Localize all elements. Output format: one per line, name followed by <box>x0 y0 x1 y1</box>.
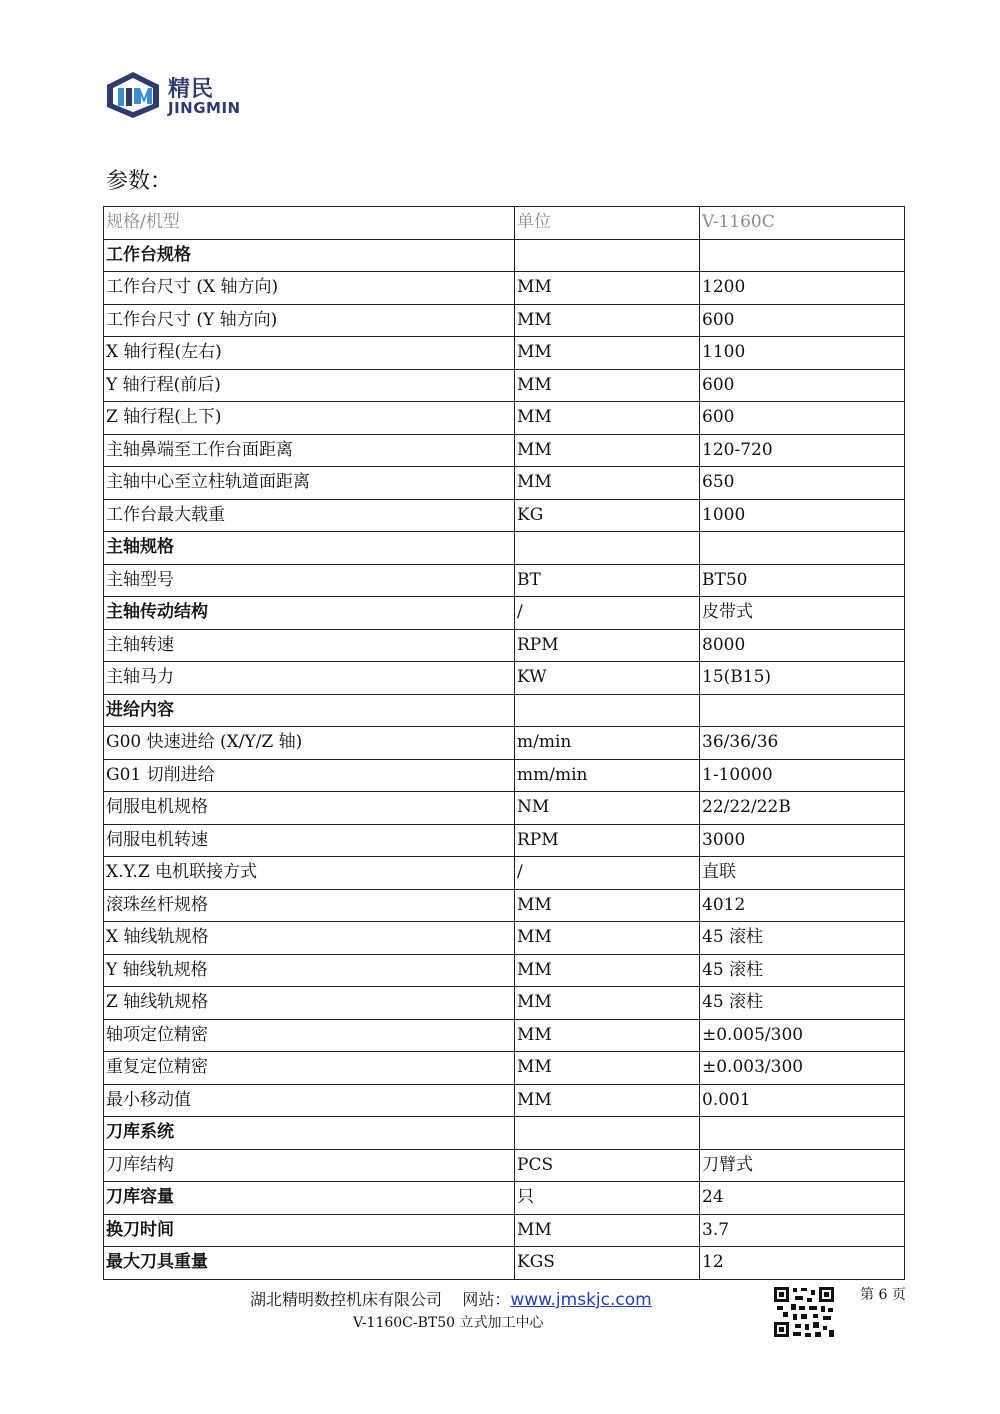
cell-unit: / <box>515 597 700 630</box>
cell-unit: MM <box>515 987 700 1020</box>
cell-unit <box>515 532 700 565</box>
cell-value: 45 滚柱 <box>700 922 905 955</box>
cell-value: 15(B15) <box>700 662 905 695</box>
company-logo <box>104 70 264 122</box>
cell-name: Y 轴行程(前后) <box>104 369 515 402</box>
table-row <box>104 759 905 792</box>
table-row <box>104 1149 905 1182</box>
cell-name: 工作台规格 <box>104 239 515 272</box>
cell-unit: KGS <box>515 1247 700 1280</box>
cell-value: 1100 <box>700 337 905 370</box>
cell-name: 主轴鼻端至工作台面距离 <box>104 434 515 467</box>
cell-unit: MM <box>515 922 700 955</box>
cell-name: X 轴行程(左右) <box>104 337 515 370</box>
table-row <box>104 337 905 370</box>
table-row <box>104 824 905 857</box>
cell-value: 22/22/22B <box>700 792 905 825</box>
cell-unit: KW <box>515 662 700 695</box>
cell-value: 24 <box>700 1182 905 1215</box>
cell-name: 主轴转速 <box>104 629 515 662</box>
cell-name: Y 轴线轨规格 <box>104 954 515 987</box>
table-row <box>104 1019 905 1052</box>
cell-name: 刀库系统 <box>104 1117 515 1150</box>
cell-unit: mm/min <box>515 759 700 792</box>
cell-unit: MM <box>515 1214 700 1247</box>
cell-unit: MM <box>515 467 700 500</box>
footer-model: V-1160C-BT50 立式加工中心 <box>353 1315 544 1331</box>
cell-value: ±0.005/300 <box>700 1019 905 1052</box>
cell-value: 4012 <box>700 889 905 922</box>
table-row <box>104 1084 905 1117</box>
cell-value <box>700 694 905 727</box>
page-number <box>860 1284 906 1304</box>
cell-name: 工作台尺寸 (Y 轴方向) <box>104 304 515 337</box>
cell-name: 伺服电机规格 <box>104 792 515 825</box>
cell-value: 600 <box>700 369 905 402</box>
cell-unit: NM <box>515 792 700 825</box>
cell-name: 轴项定位精密 <box>104 1019 515 1052</box>
table-row <box>104 304 905 337</box>
cell-unit: MM <box>515 954 700 987</box>
table-row <box>104 402 905 435</box>
table-row <box>104 564 905 597</box>
cell-name: 换刀时间 <box>104 1214 515 1247</box>
table-row <box>104 889 905 922</box>
cell-name: 主轴规格 <box>104 532 515 565</box>
cell-value: 45 滚柱 <box>700 987 905 1020</box>
cell-value: BT50 <box>700 564 905 597</box>
header-model: V-1160C <box>700 207 905 240</box>
cell-name: 工作台最大载重 <box>104 499 515 532</box>
cell-unit: MM <box>515 304 700 337</box>
table-row <box>104 1214 905 1247</box>
cell-unit: MM <box>515 272 700 305</box>
cell-value: 1-10000 <box>700 759 905 792</box>
logo-english-text: JINGMIN <box>168 99 241 117</box>
spec-table <box>103 206 905 1280</box>
table-row <box>104 629 905 662</box>
cell-name: Z 轴线轨规格 <box>104 987 515 1020</box>
cell-name: 滚珠丝杆规格 <box>104 889 515 922</box>
cell-unit: MM <box>515 337 700 370</box>
cell-unit: MM <box>515 1019 700 1052</box>
cell-unit: RPM <box>515 629 700 662</box>
table-row <box>104 727 905 760</box>
cell-value: 直联 <box>700 857 905 890</box>
page-number-value: 6 <box>878 1287 888 1303</box>
cell-name: G01 切削进给 <box>104 759 515 792</box>
footer-company-name: 湖北精明数控机床有限公司 <box>250 1290 443 1309</box>
cell-name: 刀库结构 <box>104 1149 515 1182</box>
table-row <box>104 1052 905 1085</box>
table-group-row <box>104 239 905 272</box>
cell-name: 工作台尺寸 (X 轴方向) <box>104 272 515 305</box>
cell-unit: MM <box>515 434 700 467</box>
cell-name: 进给内容 <box>104 694 515 727</box>
cell-unit: / <box>515 857 700 890</box>
cell-value: 12 <box>700 1247 905 1280</box>
cell-name: 主轴马力 <box>104 662 515 695</box>
cell-value: 3000 <box>700 824 905 857</box>
table-header-row <box>104 207 905 240</box>
table-group-row <box>104 1117 905 1150</box>
table-row <box>104 954 905 987</box>
table-row <box>104 499 905 532</box>
footer-website-label: 网站： <box>462 1290 511 1309</box>
cell-name: 最大刀具重量 <box>104 1247 515 1280</box>
table-row <box>104 597 905 630</box>
cell-value: 120-720 <box>700 434 905 467</box>
section-title: 参数： <box>106 169 173 194</box>
cell-unit <box>515 1117 700 1150</box>
table-row <box>104 467 905 500</box>
cell-unit: RPM <box>515 824 700 857</box>
cell-name: 重复定位精密 <box>104 1052 515 1085</box>
table-row <box>104 922 905 955</box>
logo-chinese-text: 精民 <box>168 77 215 102</box>
qr-code-icon <box>773 1286 835 1338</box>
cell-unit: BT <box>515 564 700 597</box>
page-suffix: 页 <box>891 1287 906 1303</box>
cell-value: 1000 <box>700 499 905 532</box>
table-row <box>104 272 905 305</box>
cell-value <box>700 532 905 565</box>
table-row <box>104 434 905 467</box>
cell-value: 皮带式 <box>700 597 905 630</box>
table-row <box>104 792 905 825</box>
cell-unit <box>515 239 700 272</box>
cell-value: 0.001 <box>700 1084 905 1117</box>
cell-unit: MM <box>515 1084 700 1117</box>
cell-value: 3.7 <box>700 1214 905 1247</box>
cell-name: 刀库容量 <box>104 1182 515 1215</box>
table-row <box>104 857 905 890</box>
cell-value: 45 滚柱 <box>700 954 905 987</box>
table-row <box>104 1247 905 1280</box>
cell-value: 600 <box>700 402 905 435</box>
cell-value <box>700 1117 905 1150</box>
cell-value: 36/36/36 <box>700 727 905 760</box>
cell-name: 主轴型号 <box>104 564 515 597</box>
cell-name: 伺服电机转速 <box>104 824 515 857</box>
header-spec: 规格/机型 <box>104 207 515 240</box>
cell-unit: MM <box>515 1052 700 1085</box>
cell-name: X.Y.Z 电机联接方式 <box>104 857 515 890</box>
cell-unit: MM <box>515 369 700 402</box>
cell-value: 600 <box>700 304 905 337</box>
cell-name: X 轴线轨规格 <box>104 922 515 955</box>
table-group-row <box>104 532 905 565</box>
footer-website-link[interactable]: www.jmskjc.com <box>510 1290 652 1310</box>
cell-unit: PCS <box>515 1149 700 1182</box>
cell-value: 1200 <box>700 272 905 305</box>
cell-unit: MM <box>515 889 700 922</box>
cell-value: 8000 <box>700 629 905 662</box>
header-unit: 单位 <box>515 207 700 240</box>
jingmin-logo-icon <box>104 70 162 120</box>
cell-value: 刀臂式 <box>700 1149 905 1182</box>
cell-name: 主轴中心至立柱轨道面距离 <box>104 467 515 500</box>
page-prefix: 第 <box>860 1287 874 1303</box>
cell-name: 最小移动值 <box>104 1084 515 1117</box>
footer-company-line <box>250 1287 652 1310</box>
table-row <box>104 987 905 1020</box>
cell-unit: KG <box>515 499 700 532</box>
cell-name: 主轴传动结构 <box>104 597 515 630</box>
table-row <box>104 369 905 402</box>
cell-value <box>700 239 905 272</box>
cell-value: 650 <box>700 467 905 500</box>
cell-unit: MM <box>515 402 700 435</box>
cell-unit: 只 <box>515 1182 700 1215</box>
cell-name: Z 轴行程(上下) <box>104 402 515 435</box>
table-group-row <box>104 694 905 727</box>
cell-unit: m/min <box>515 727 700 760</box>
cell-value: ±0.003/300 <box>700 1052 905 1085</box>
table-row <box>104 662 905 695</box>
table-row <box>104 1182 905 1215</box>
cell-name: G00 快速进给 (X/Y/Z 轴) <box>104 727 515 760</box>
cell-unit <box>515 694 700 727</box>
